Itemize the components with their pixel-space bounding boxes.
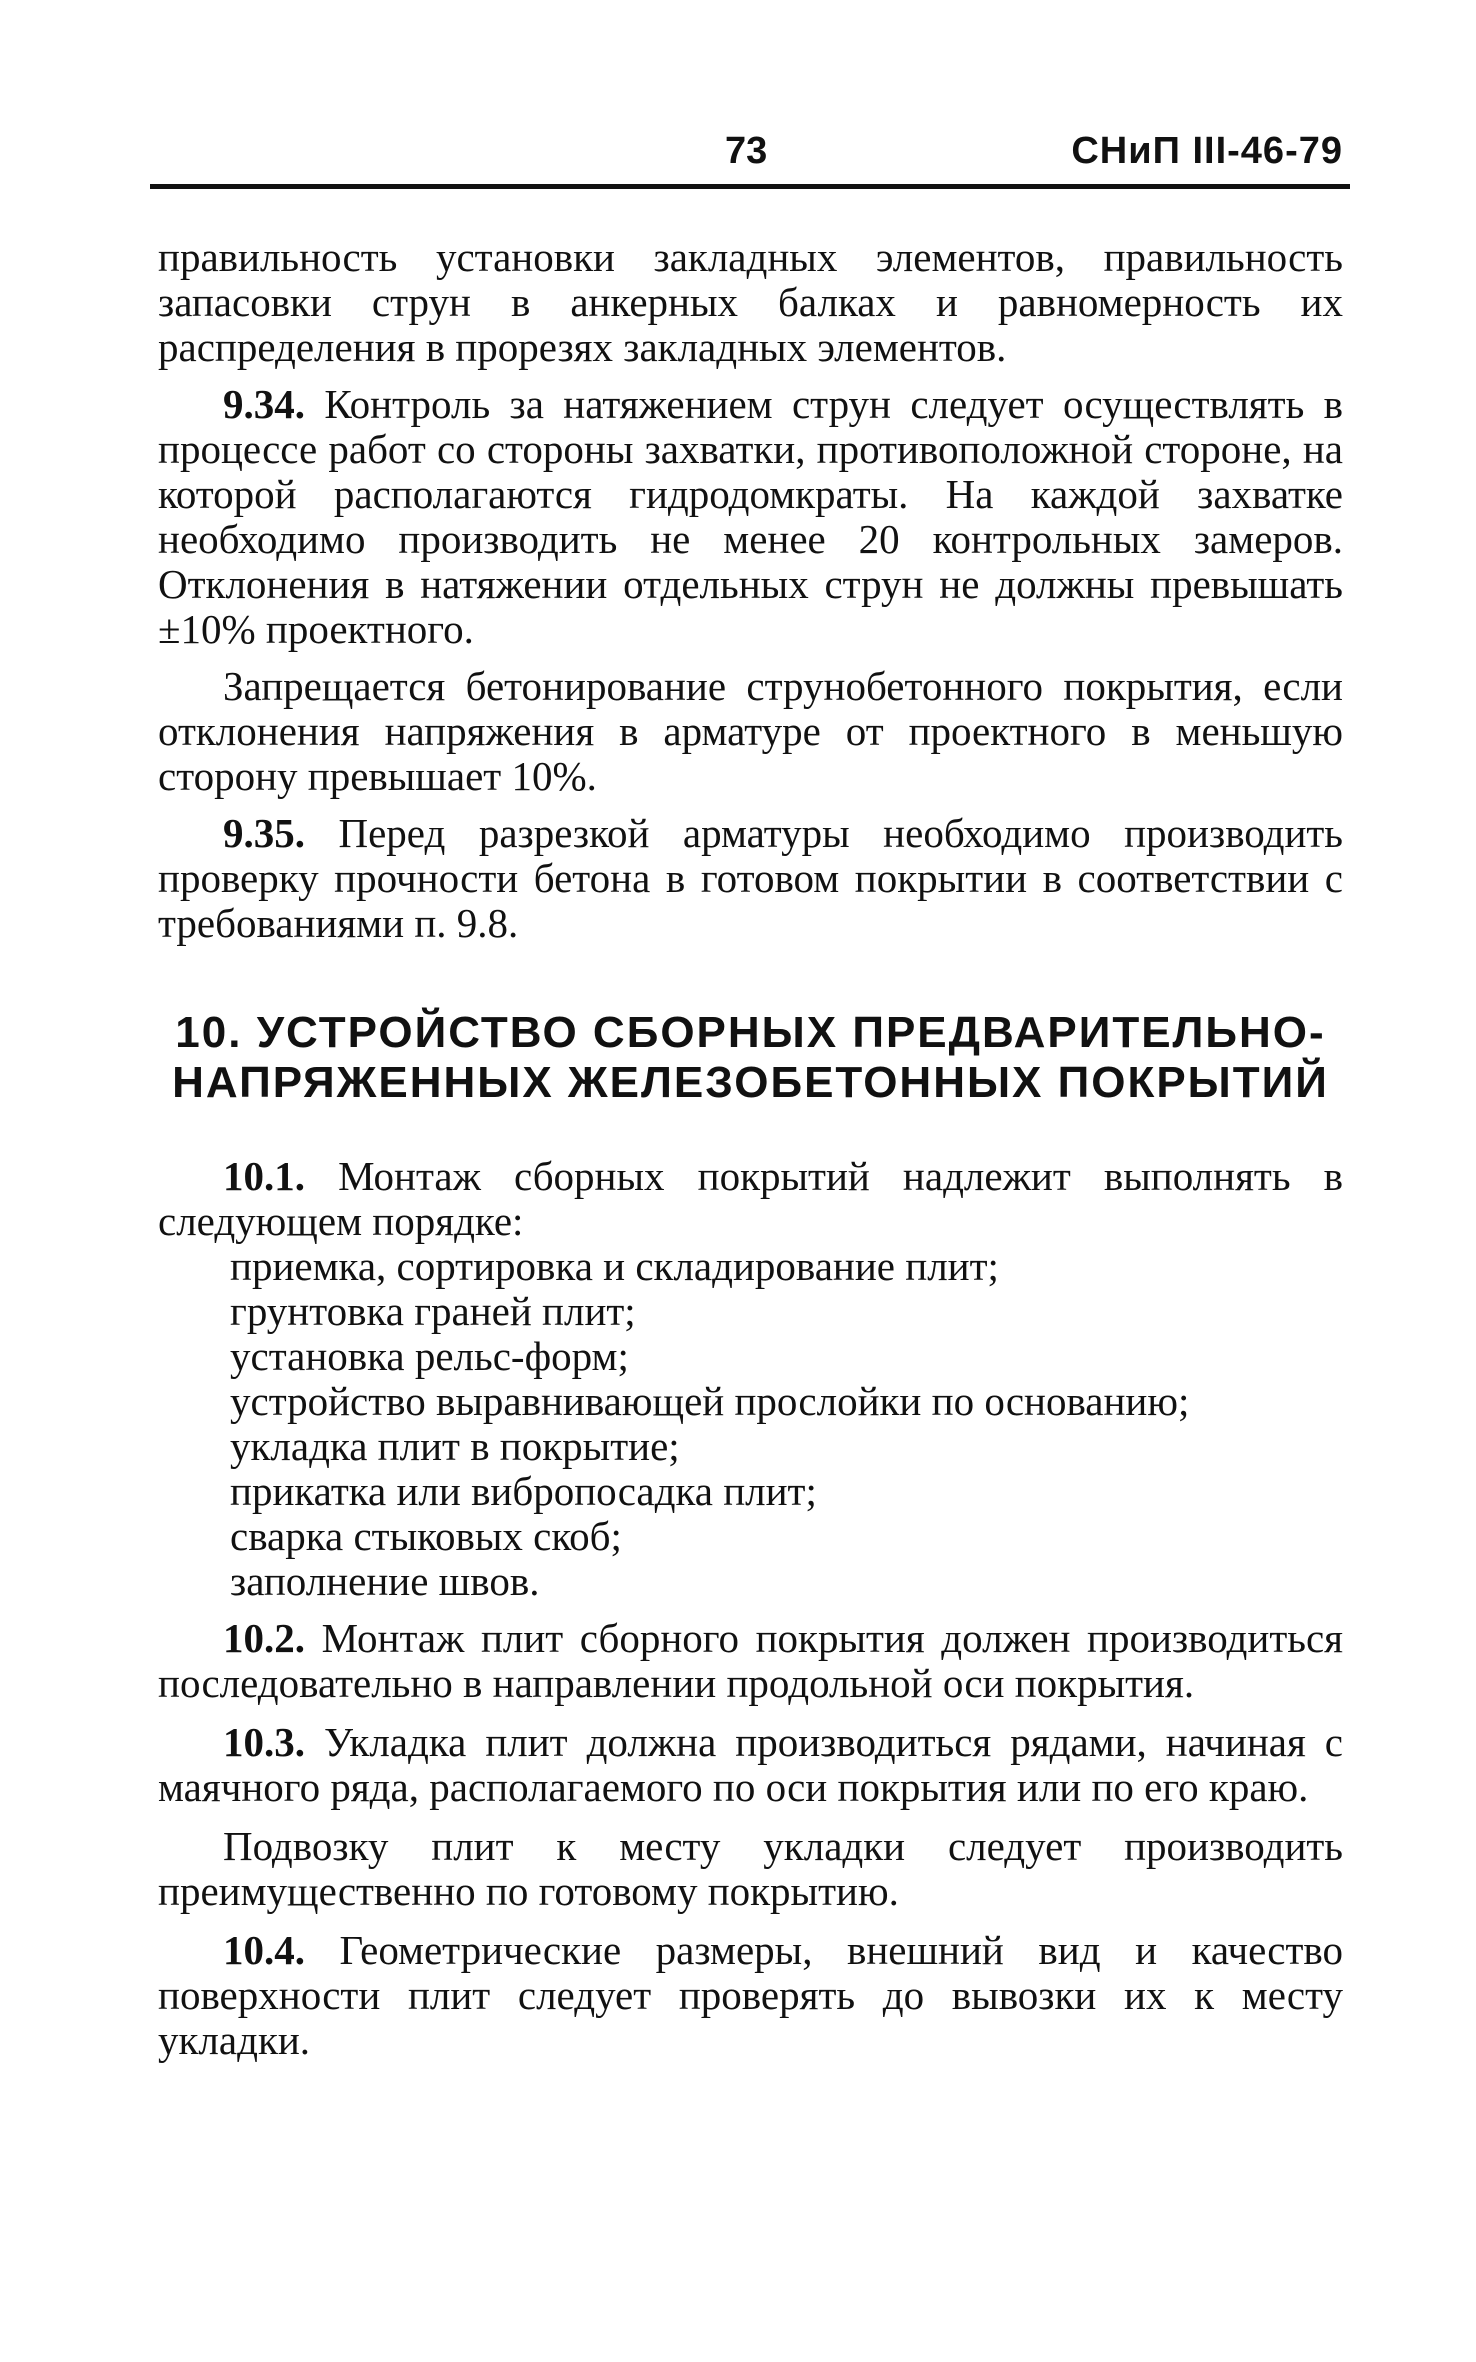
clause-number: 9.34. [223, 381, 305, 427]
list-item: сварка стыковых скоб; [230, 1513, 622, 1559]
section-heading [158, 1008, 1343, 1108]
list-item: установка рельс-форм; [230, 1333, 629, 1379]
clause-number: 10.4. [223, 1927, 305, 1973]
clause-number: 10.3. [223, 1719, 305, 1765]
section-title-line-2: НАПРЯЖЕННЫХ ЖЕЛЕЗОБЕТОННЫХ ПОКРЫТИЙ [172, 1058, 1329, 1107]
document-code: СНиП III-46-79 [1071, 130, 1343, 172]
clause-text: Монтаж плит сборного покрытия должен производиться последовательно в направлении продольной оси покрытия. [158, 1615, 1344, 1706]
clause-text: Геометрические размеры, внешний вид и качество поверхности плит следует проверять до вывозки их к месту укладки. [158, 1927, 1343, 2063]
work-sequence-list [158, 1244, 1343, 1604]
clause-number: 10.1. [223, 1153, 305, 1199]
clause-text: Укладка плит должна производиться рядами, начиная с маячного ряда, располагаемого по оси покрытия или по его краю. [158, 1719, 1344, 1810]
clause-9-34 [158, 382, 1343, 652]
list-item: укладка плит в покрытие; [230, 1423, 680, 1469]
clause-text: Перед разрезкой арматуры необходимо производить проверку прочности бетона в готовом покрытии в соответствии с требованиями п. 9.8. [158, 810, 1344, 946]
list-item: приемка, сортировка и складирование плит; [230, 1243, 999, 1289]
clause-10-3 [158, 1720, 1343, 1810]
delivery-paragraph: Подвозку плит к месту укладки следует производить преимущественно по готовому покрытию. [158, 1823, 1343, 1914]
clause-10-1 [158, 1154, 1343, 1244]
section-title-line-1: 10. УСТРОЙСТВО СБОРНЫХ ПРЕДВАРИТЕЛЬНО- [175, 1008, 1326, 1057]
clause-text: Монтаж сборных покрытий надлежит выполнять в следующем порядке: [158, 1153, 1343, 1244]
header-divider [150, 184, 1350, 189]
concrete-warning-paragraph: Запрещается бетонирование струнобетонного покрытия, если отклонения напряжения в арматуре от проектного в меньшую сторону превышает 10%. [158, 663, 1343, 799]
clause-number: 10.2. [223, 1615, 305, 1661]
clause-number: 9.35. [223, 810, 305, 856]
list-item: грунтовка граней плит; [230, 1288, 636, 1334]
clause-10-2 [158, 1616, 1343, 1706]
clause-text: Контроль за натяжением струн следует осуществлять в процессе работ со стороны захватки, противоположной стороне, на которой располагаются гидродомкраты. На каждой захватке необходимо производить не менее 20 контрольных замеров. Отклонения в натяжении отдельных струн не должны превышать ±10% проектного. [158, 381, 1344, 652]
list-item: прикатка или вибропосадка плит; [230, 1468, 817, 1514]
document-body [158, 235, 1343, 2063]
list-item: устройство выравнивающей прослойки по основанию; [230, 1378, 1190, 1424]
clause-10-4 [158, 1928, 1343, 2063]
page-header [160, 130, 1355, 190]
intro-paragraph: правильность установки закладных элементов, правильность запасовки струн в анкерных балках и равномерность их распределения в прорезях закладных элементов. [158, 234, 1343, 370]
list-item: заполнение швов. [230, 1558, 540, 1604]
clause-9-35 [158, 811, 1343, 946]
page-number: 73 [725, 130, 768, 172]
